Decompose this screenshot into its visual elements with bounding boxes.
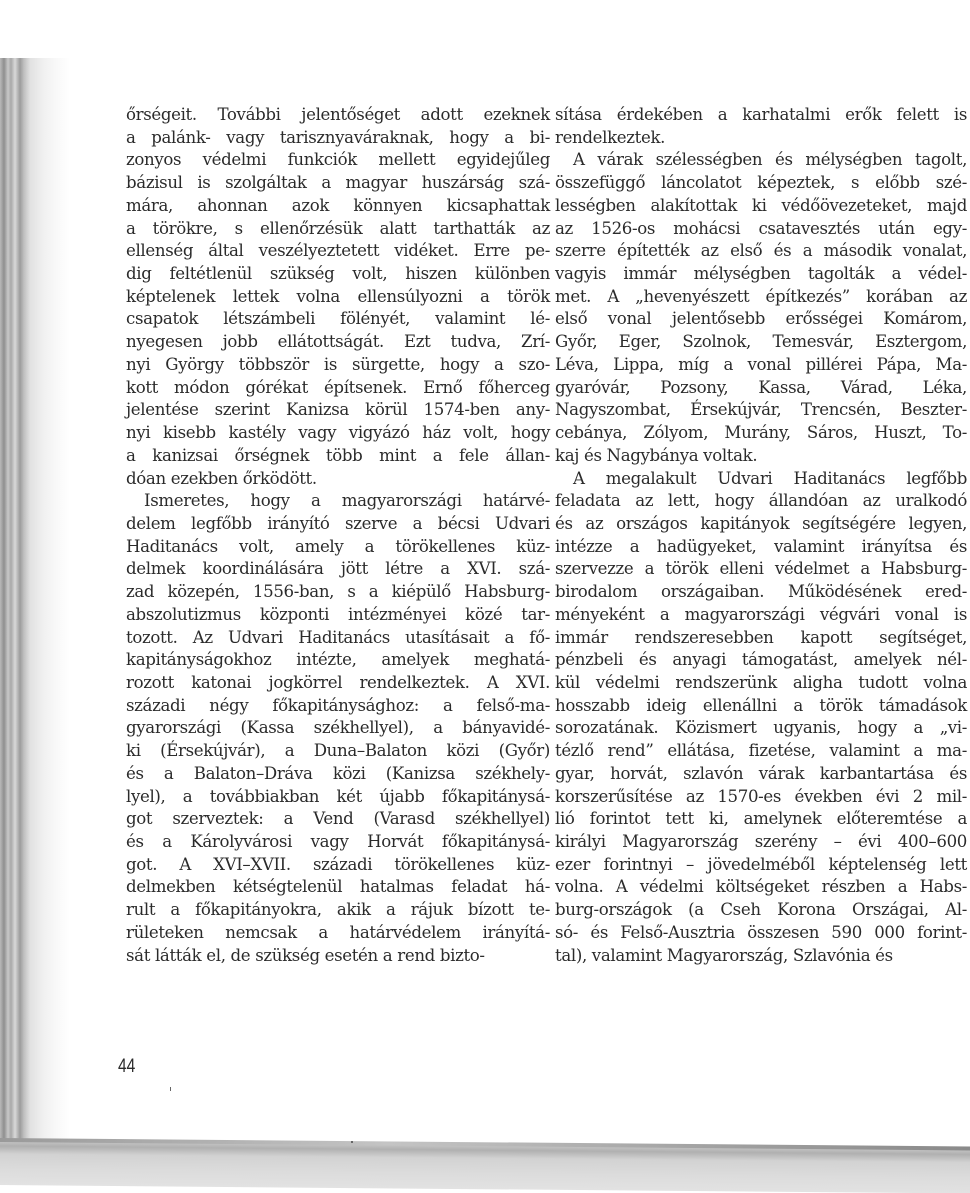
text-line: jelentése szerint Kanizsa körül 1574-ben any- — [126, 400, 550, 420]
text-line: só- és Felső-Ausztria összesen 590 000 forint- — [555, 922, 967, 942]
text-line: delem legfőbb irányító szerve a bécsi Udvari — [126, 513, 550, 533]
text-line: ellenség által veszélyeztetett vidéket. Erre pe- — [126, 241, 550, 261]
text-line: Nagyszombat, Érsekújvár, Trencsén, Beszter- — [555, 400, 967, 420]
book-spine-shadow — [0, 58, 70, 1140]
text-line: delmekben kétségtelenül hatalmas feladat há- — [126, 877, 550, 897]
text-column-right — [555, 104, 967, 967]
text-line: kül védelmi rendszerünk aligha tudott volna — [555, 672, 967, 692]
text-line: Haditanács volt, amely a törökellenes küz- — [126, 536, 550, 556]
text-line: nyi György többször is sürgette, hogy a szo- — [126, 354, 550, 374]
text-line: sát látták el, de szükség esetén a rend bizto- — [126, 945, 485, 965]
text-line: ményeként a magyarországi végvári vonal is — [555, 604, 967, 624]
text-line: a palánk- vagy tarisznyaváraknak, hogy a bi- — [126, 127, 550, 147]
text-line: nyi kisebb kastély vagy vigyázó ház volt, hogy — [126, 423, 550, 443]
text-column-left — [126, 104, 550, 967]
text-line: vagyis immár mélységben tagolták a védel- — [555, 264, 967, 284]
text-line: őrségeit. További jelentőséget adott ezeknek — [126, 105, 550, 124]
text-line: rozott katonai jogkörrel rendelkeztek. A XVI. — [126, 672, 550, 692]
text-line: feladata az lett, hogy állandóan az uralkodó — [555, 491, 967, 511]
text-line: rult a főkapitányokra, akik a rájuk bízott te- — [126, 900, 550, 920]
text-line: királyi Magyarország szerény – évi 400–600 — [555, 832, 967, 851]
text-line: got szerveztek: a Vend (Varasd székhellyel) — [126, 809, 550, 829]
text-line: tozott. Az Udvari Haditanács utasításait a fő- — [126, 627, 550, 647]
scan-speck — [170, 1087, 171, 1091]
text-line: ezer forintnyi – jövedelméből képtelenség lett — [555, 854, 967, 874]
page-number: 44 — [118, 1056, 136, 1077]
text-line: kott módon górékat építsenek. Ernő főherceg — [126, 377, 550, 397]
text-line: nyegesen jobb ellátottságát. Ezt tudva, Zrí- — [126, 332, 550, 352]
text-line: bázisul is szolgáltak a magyar huszárság szá- — [126, 173, 550, 193]
text-line: zonyos védelmi funkciók mellett egyidejűleg — [126, 150, 550, 170]
text-line: abszolutizmus központi intézményei közé tar- — [126, 604, 550, 624]
text-line: intézze a hadügyeket, valamint irányítsa és — [555, 536, 967, 556]
text-line: szervezze a török elleni védelmet a Habsburg- — [555, 559, 967, 579]
text-line: rendelkeztek. — [555, 127, 666, 147]
text-line: szerre építették az első és a második vonalat, — [555, 241, 967, 261]
text-line: pénzbeli és anyagi támogatást, amelyek nél- — [555, 650, 967, 670]
text-line: és a Károlyvárosi vagy Horvát főkapitánysá- — [126, 832, 550, 851]
text-line: első vonal jelentősebb erősségei Komárom, — [555, 309, 967, 329]
text-line: delmek koordinálására jött létre a XVI. szá- — [126, 559, 550, 579]
text-line: ki (Érsekújvár), a Duna–Balaton közi (Győr) — [126, 741, 550, 761]
text-line: sorozatának. Közismert ugyanis, hogy a „vi- — [555, 718, 967, 738]
text-line: hosszabb ideig ellenállni a török támadások — [555, 695, 967, 715]
text-line: összefüggő láncolatot képeztek, s előbb szé- — [555, 173, 967, 193]
text-line: gyar, horvát, szlavón várak karbantartása és — [555, 763, 967, 783]
text-line: a kanizsai őrségnek több mint a fele állan- — [126, 445, 550, 465]
text-line: dóan ezekben őrködött. — [126, 468, 317, 488]
text-line: burg-országok (a Cseh Korona Országai, Al- — [555, 900, 967, 920]
text-line: lió forintot tett ki, amelynek előteremtése a — [555, 809, 967, 829]
text-line: lyel), a továbbiakban két újabb főkapitánysá- — [126, 786, 550, 806]
text-line: képtelenek lettek volna ellensúlyozni a török — [126, 286, 550, 306]
text-line: tal), valamint Magyarország, Szlavónia és — [555, 945, 893, 965]
text-line: kaj és Nagybánya voltak. — [555, 445, 758, 465]
text-line: sítása érdekében a karhatalmi erők felett is — [555, 105, 967, 124]
text-line: és a Balaton–Dráva közi (Kanizsa székhely- — [126, 763, 550, 783]
text-line: Ismeretes, hogy a magyarországi határvé- — [144, 491, 550, 511]
text-line: met. A „hevenyészett építkezés” korában az — [555, 286, 967, 306]
text-line: A várak szélességben és mélységben tagolt, — [573, 150, 967, 170]
text-line: zad közepén, 1556-ban, s a kiépülő Habsburg- — [126, 582, 550, 602]
text-line: volna. A védelmi költségeket részben a Habs- — [555, 877, 967, 897]
text-line: A megalakult Udvari Haditanács legfőbb — [573, 468, 967, 488]
text-line: lességben alakítottak ki védőövezeteket, majd — [555, 195, 967, 215]
text-line: gyaróvár, Pozsony, Kassa, Várad, Léka, — [555, 377, 967, 397]
text-line: korszerűsítése az 1570-es években évi 2 mil- — [555, 786, 967, 806]
text-line: immár rendszeresebben kapott segítséget, — [555, 627, 967, 647]
text-line: tézlő rend” ellátása, fizetése, valamint a ma- — [555, 741, 967, 761]
text-line: és az országos kapitányok segítségére legyen, — [555, 513, 967, 533]
text-line: századi négy főkapitánysághoz: a felső-ma- — [126, 695, 550, 715]
text-line: gyarországi (Kassa székhellyel), a bányavidé- — [126, 718, 550, 738]
text-line: mára, ahonnan azok könnyen kicsaphattak — [126, 195, 550, 215]
text-line: kapitányságokhoz intézte, amelyek meghatá- — [126, 650, 550, 670]
text-line: a törökre, s ellenőrzésük alatt tarthatták az — [126, 218, 550, 238]
text-line: csapatok létszámbeli fölényét, valamint lé- — [126, 309, 550, 329]
text-line: dig feltétlenül szükség volt, hiszen különben — [126, 264, 550, 284]
text-line: Győr, Eger, Szolnok, Temesvár, Esztergom, — [555, 332, 967, 352]
text-line: Léva, Lippa, míg a vonal pillérei Pápa, Ma- — [555, 354, 967, 374]
text-line: birodalom országaiban. Működésének ered- — [555, 582, 967, 602]
text-line: az 1526-os mohácsi csatavesztés után egy- — [555, 218, 967, 238]
text-line: got. A XVI–XVII. századi törökellenes küz- — [126, 854, 550, 874]
text-line: rületeken nemcsak a határvédelem irányítá- — [126, 922, 550, 942]
text-line: cebánya, Zólyom, Murány, Sáros, Huszt, To- — [555, 423, 967, 443]
scan-speck — [351, 1141, 353, 1143]
